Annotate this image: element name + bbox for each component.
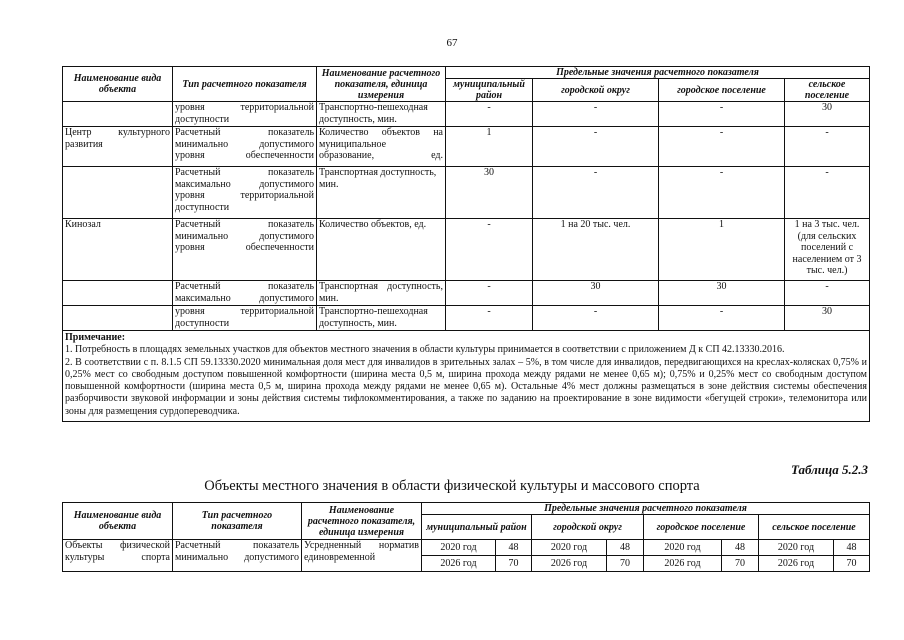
header-municipal: муниципальный район (422, 515, 532, 540)
cell-value: 48 (834, 540, 870, 556)
cell-indicator: Транспортно-пешеходная доступность, мин. (317, 306, 446, 331)
header-object-name: Наименование вида объекта (63, 67, 173, 102)
cell-city: - (533, 127, 659, 167)
note-2: 2. В соответствии с п. 8.1.5 СП 59.13330.2020 минимальная доля мест для инвалидов в зрительных залах – 5%, в том числе для инвалидов, передвигающихся на креслах-колясках 0,75% и 0,25% мест со свободным доступом повышенной комфортности (ширина места 0,5 м, ширина прохода между рядами не менее 0,65 м); 0,75% и 0,25% мест со свободным доступом повышенной комфортности (ширина места 0,5 м, ширина прохода между рядами не менее 0,65 м). Остальные 4% мест должны размещаться в зоне действия системы обеспечения разборчивости звуковой информации и зоны действия системы тифлокомментирования, а также по заданию на проектирование в зоне видимости «бегущей строки», телемонитора или зоны для размещения сурдопереводчика. (65, 356, 867, 417)
cell-city: - (533, 306, 659, 331)
header-municipal: муниципальный район (446, 79, 533, 102)
cell-rural: - (785, 127, 870, 167)
header-limit-values: Предельные значения расчетного показателя (446, 67, 870, 79)
page-number: 67 (446, 37, 458, 49)
cell-rural: 30 (785, 306, 870, 331)
cell-value: 70 (607, 556, 644, 572)
table-row (63, 306, 870, 331)
cell-year: 2020 год (422, 540, 496, 556)
cell-urban: 1 (659, 219, 785, 281)
note-row (63, 331, 870, 422)
cell-city: 30 (533, 281, 659, 306)
header-indicator-type: Тип расчетного показателя (173, 503, 302, 540)
cell-urban: - (659, 127, 785, 167)
cell-value: 70 (496, 556, 532, 572)
cell-municipal: - (446, 102, 533, 127)
cell-indicator: Транспортная доступность, мин. (317, 281, 446, 306)
table-row (63, 127, 870, 167)
header-urban: городское поселение (659, 79, 785, 102)
header-indicator-type: Тип расчетного показателя (173, 67, 317, 102)
header-object-name: Наименование вида объекта (63, 503, 173, 540)
table-row (63, 281, 870, 306)
cell-value: 70 (722, 556, 759, 572)
cell-name: Центр культурного развития (63, 127, 173, 167)
cell-type: уровня территориальной доступности (173, 306, 317, 331)
note-title: Примечание: (65, 332, 126, 343)
header-city: городской округ (532, 515, 644, 540)
cell-municipal: - (446, 281, 533, 306)
header-indicator-name: Наименование расчетного показателя, единица измерения (317, 67, 446, 102)
header-indicator-name: Наименование расчетного показателя, единица измерения (302, 503, 422, 540)
culture-standards-table (62, 66, 870, 422)
table-row (63, 167, 870, 219)
header-urban: городское поселение (644, 515, 759, 540)
table-title: Объекты местного значения в области физической культуры и массового спорта (204, 478, 700, 494)
header-rural: сельское поселение (759, 515, 870, 540)
cell-indicator: Транспортно-пешеходная доступность, мин. (317, 102, 446, 127)
cell-value: 70 (834, 556, 870, 572)
cell-city: - (533, 102, 659, 127)
cell-name (63, 306, 173, 331)
cell-type: Расчетный показатель минимально допустимого (173, 540, 302, 572)
note-1: 1. Потребность в площадях земельных участков для объектов местного значения в области культуры принимается в соответствии с приложением Д к СП 42.13330.2016. (65, 344, 785, 356)
cell-indicator: Усредненный норматив единовременной (302, 540, 422, 572)
note-cell (63, 331, 870, 422)
cell-name (63, 281, 173, 306)
cell-municipal: 1 (446, 127, 533, 167)
header-limit-values: Предельные значения расчетного показателя (422, 503, 870, 515)
cell-city: - (533, 167, 659, 219)
table-label: Таблица 5.2.3 (790, 462, 868, 477)
cell-year: 2026 год (644, 556, 722, 572)
cell-value: 48 (607, 540, 644, 556)
cell-municipal: - (446, 306, 533, 331)
table-row (63, 219, 870, 281)
cell-name (63, 102, 173, 127)
cell-year: 2026 год (532, 556, 607, 572)
cell-city: 1 на 20 тыс. чел. (533, 219, 659, 281)
cell-urban: - (659, 167, 785, 219)
cell-year: 2020 год (644, 540, 722, 556)
cell-indicator: Количество объектов, ед. (317, 219, 446, 281)
header-city: городской округ (533, 79, 659, 102)
cell-indicator: Транспортная доступность, мин. (317, 167, 446, 219)
cell-year: 2020 год (759, 540, 834, 556)
cell-rural: - (785, 167, 870, 219)
cell-rural: - (785, 281, 870, 306)
cell-urban: - (659, 102, 785, 127)
cell-name: Кинозал (63, 219, 173, 281)
cell-type: уровня территориальной доступности (173, 102, 317, 127)
cell-type: Расчетный показатель минимально допустимого уровня обеспеченности (173, 219, 317, 281)
cell-type: Расчетный показатель максимально допустимого уровня территориальной доступности (173, 167, 317, 219)
cell-type: Расчетный показатель максимально допустимого (173, 281, 317, 306)
cell-year: 2026 год (759, 556, 834, 572)
cell-municipal: - (446, 219, 533, 281)
cell-urban: 30 (659, 281, 785, 306)
table-row (63, 540, 870, 556)
cell-value: 48 (722, 540, 759, 556)
cell-urban: - (659, 306, 785, 331)
cell-type: Расчетный показатель минимально допустимого уровня обеспеченности (173, 127, 317, 167)
cell-year: 2020 год (532, 540, 607, 556)
cell-name: Объекты физической культуры спорта (63, 540, 173, 572)
header-rural: сельское поселение (785, 79, 870, 102)
cell-name (63, 167, 173, 219)
cell-year: 2026 год (422, 556, 496, 572)
cell-rural: 30 (785, 102, 870, 127)
cell-rural: 1 на 3 тыс. чел. (для сельских поселений с населением от 3 тыс. чел.) (785, 219, 870, 281)
cell-value: 48 (496, 540, 532, 556)
cell-municipal: 30 (446, 167, 533, 219)
table-row (63, 102, 870, 127)
sports-standards-table (62, 502, 870, 572)
cell-indicator: Количество объектов на муниципальное образование, ед. (317, 127, 446, 167)
